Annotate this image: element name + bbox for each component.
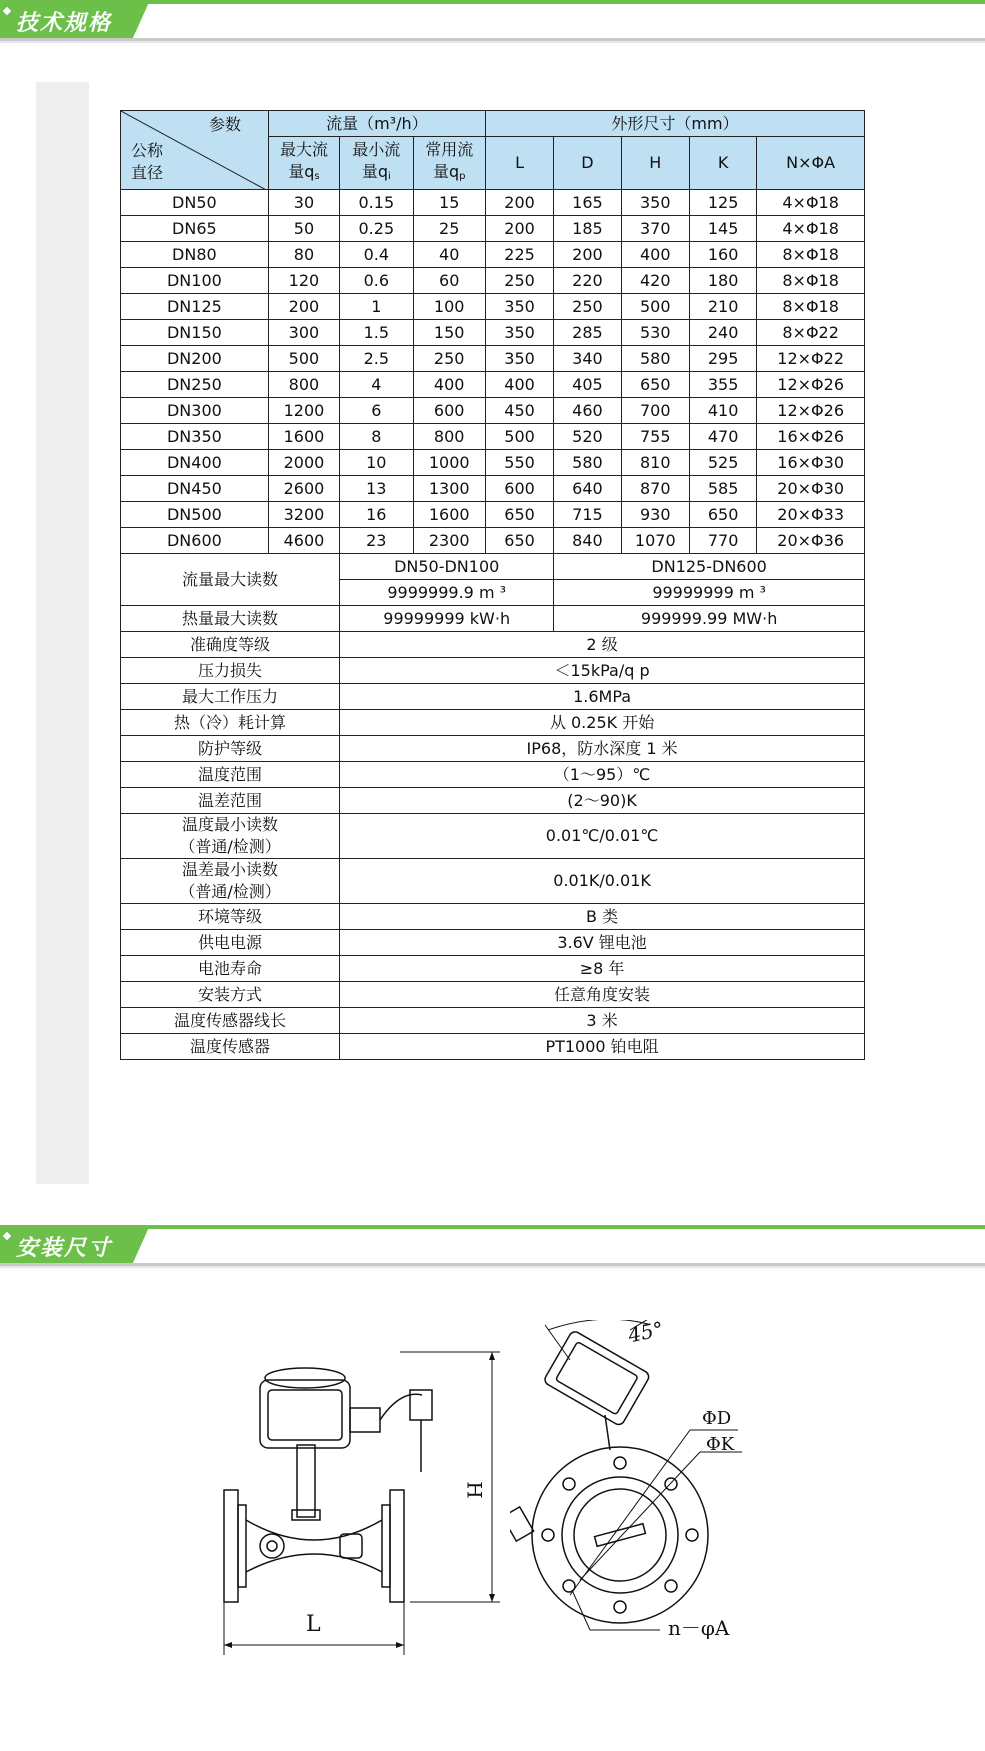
table-cell: 420 — [621, 268, 689, 294]
table-cell: 150 — [413, 320, 485, 346]
spec-row — [121, 1034, 865, 1060]
table-row — [121, 216, 865, 242]
table-cell: 12×Φ26 — [757, 398, 865, 424]
spec-label — [121, 859, 340, 904]
spec-row — [121, 814, 865, 859]
table-cell: 650 — [689, 502, 756, 528]
table-row — [121, 346, 865, 372]
table-cell: 285 — [554, 320, 621, 346]
spec-label-line1: 温差最小读数 — [182, 860, 279, 879]
table-cell: 450 — [485, 398, 553, 424]
table-cell: 200 — [554, 242, 621, 268]
meter-cover — [265, 1368, 345, 1388]
table-cell: 1600 — [268, 424, 339, 450]
table-cell: 4600 — [268, 528, 339, 554]
meter-display — [268, 1390, 342, 1440]
spec-row — [121, 632, 865, 658]
spec-label: 电池寿命 — [121, 956, 340, 982]
table-cell: 60 — [413, 268, 485, 294]
heat-max-val-b: 999999.99 MW·h — [554, 606, 865, 632]
qs-header-line1: 最大流 — [279, 139, 328, 159]
left-flange — [224, 1490, 238, 1602]
table-cell: 755 — [621, 424, 689, 450]
table-cell: 20×Φ30 — [757, 476, 865, 502]
spec-label-line1: 温度最小读数 — [182, 815, 279, 834]
side-probe — [510, 1507, 534, 1541]
table-row — [121, 268, 865, 294]
table-cell: 0.6 — [340, 268, 413, 294]
table-cell: 0.15 — [340, 190, 413, 216]
spec-label-line2: （普通/检测） — [179, 882, 281, 901]
table-cell: 145 — [689, 216, 756, 242]
table-cell: 250 — [485, 268, 553, 294]
table-cell: 400 — [413, 372, 485, 398]
table-cell: DN50 — [121, 190, 269, 216]
table-row — [121, 398, 865, 424]
leader-K — [580, 1452, 700, 1580]
table-cell: 650 — [485, 528, 553, 554]
table-cell: 120 — [268, 268, 339, 294]
table-cell: DN300 — [121, 398, 269, 424]
table-cell: 700 — [621, 398, 689, 424]
label-angle: 45° — [625, 1316, 666, 1348]
table-cell: 100 — [413, 294, 485, 320]
side-view-drawing — [200, 1350, 520, 1660]
table-cell: 550 — [485, 450, 553, 476]
table-cell: 220 — [554, 268, 621, 294]
qs-header — [268, 137, 339, 190]
table-cell: DN500 — [121, 502, 269, 528]
table-cell: DN100 — [121, 268, 269, 294]
D-header: D — [554, 137, 621, 190]
right-flange-neck — [382, 1505, 390, 1587]
table-cell: 355 — [689, 372, 756, 398]
spec-value: 3.6V 锂电池 — [340, 930, 865, 956]
param-label: 参数 — [209, 115, 242, 134]
table-cell: 30 — [268, 190, 339, 216]
table-cell: 4×Φ18 — [757, 216, 865, 242]
table-row — [121, 372, 865, 398]
spec-label: 压力损失 — [121, 658, 340, 684]
spec-label: 供电电源 — [121, 930, 340, 956]
table-cell: 4 — [340, 372, 413, 398]
spec-row — [121, 956, 865, 982]
table-row — [121, 294, 865, 320]
spec-section-header — [0, 0, 985, 40]
table-cell: 600 — [485, 476, 553, 502]
table-cell: 20×Φ33 — [757, 502, 865, 528]
table-cell: 370 — [621, 216, 689, 242]
table-row — [121, 502, 865, 528]
table-cell: 25 — [413, 216, 485, 242]
heat-max-val-a: 99999999 kW·h — [340, 606, 554, 632]
flow-max-val-b: 99999999 m ³ — [554, 580, 865, 606]
table-row — [121, 242, 865, 268]
table-cell: 160 — [689, 242, 756, 268]
table-cell: 23 — [340, 528, 413, 554]
flow-max-label: 流量最大读数 — [121, 554, 340, 606]
qp-sub: p — [459, 170, 466, 182]
table-cell: 2.5 — [340, 346, 413, 372]
spec-row — [121, 859, 865, 904]
table-cell: 6 — [340, 398, 413, 424]
table-cell: 470 — [689, 424, 756, 450]
table-cell: 1070 — [621, 528, 689, 554]
H-header: H — [621, 137, 689, 190]
table-cell: 810 — [621, 450, 689, 476]
spec-value: PT1000 铂电阻 — [340, 1034, 865, 1060]
table-cell: 20×Φ36 — [757, 528, 865, 554]
spec-row — [121, 658, 865, 684]
table-cell: 16×Φ30 — [757, 450, 865, 476]
pipe-fitting — [340, 1534, 362, 1558]
table-cell: 800 — [268, 372, 339, 398]
table-cell: 715 — [554, 502, 621, 528]
spec-value: (2～90)K — [340, 788, 865, 814]
table-cell: 350 — [485, 320, 553, 346]
spec-row — [121, 736, 865, 762]
spec-value: ≥8 年 — [340, 956, 865, 982]
label-L: L — [306, 1612, 321, 1637]
table-cell: 8×Φ18 — [757, 242, 865, 268]
table-cell: 0.25 — [340, 216, 413, 242]
stem-base — [292, 1510, 320, 1520]
spec-row — [121, 684, 865, 710]
table-cell: 600 — [413, 398, 485, 424]
table-cell: 405 — [554, 372, 621, 398]
flow-max-range-b: DN125-DN600 — [554, 554, 865, 580]
nominal-label-2: 直径 — [131, 163, 164, 182]
spec-label: 温差范围 — [121, 788, 340, 814]
table-cell: 350 — [485, 294, 553, 320]
table-row — [121, 450, 865, 476]
table-cell: 125 — [689, 190, 756, 216]
spec-label — [121, 814, 340, 859]
table-cell: 350 — [621, 190, 689, 216]
table-cell: 200 — [268, 294, 339, 320]
right-flange — [390, 1490, 404, 1602]
qs-header-line2 — [269, 161, 339, 188]
table-cell: 240 — [689, 320, 756, 346]
spec-row — [121, 982, 865, 1008]
table-row — [121, 320, 865, 346]
table-cell: 520 — [554, 424, 621, 450]
table-cell: 500 — [621, 294, 689, 320]
table-cell: 300 — [268, 320, 339, 346]
table-cell: 400 — [485, 372, 553, 398]
diamond-icon — [3, 1232, 11, 1240]
qs-text: 量q — [288, 161, 315, 181]
table-cell: 770 — [689, 528, 756, 554]
sensor-boss-inner — [267, 1541, 277, 1551]
spec-label: 热（冷）耗计算 — [121, 710, 340, 736]
spec-row — [121, 1008, 865, 1034]
table-cell: 2600 — [268, 476, 339, 502]
table-cell: 4×Φ18 — [757, 190, 865, 216]
table-cell: 80 — [268, 242, 339, 268]
spec-value: 任意角度安装 — [340, 982, 865, 1008]
table-cell: 2000 — [268, 450, 339, 476]
table-cell: 500 — [485, 424, 553, 450]
table-cell: 16×Φ26 — [757, 424, 865, 450]
spec-row — [121, 788, 865, 814]
spec-label: 温度传感器 — [121, 1034, 340, 1060]
diamond-icon — [3, 7, 11, 15]
spec-value: ＜15kPa/q p — [340, 658, 865, 684]
header-shadow-light — [0, 41, 985, 43]
table-cell: 580 — [554, 450, 621, 476]
qp-header — [413, 137, 485, 190]
table-cell: 12×Φ26 — [757, 372, 865, 398]
table-cell: DN450 — [121, 476, 269, 502]
qi-header-line2 — [340, 161, 412, 188]
spec-table — [120, 110, 865, 1060]
table-cell: 650 — [485, 502, 553, 528]
table-cell: 1200 — [268, 398, 339, 424]
L-header: L — [485, 137, 553, 190]
table-cell: 16 — [340, 502, 413, 528]
sensor-boss — [260, 1534, 284, 1558]
spec-rows — [121, 632, 865, 814]
table-cell: 530 — [621, 320, 689, 346]
table-cell: 525 — [689, 450, 756, 476]
end-view-drawing — [510, 1320, 760, 1650]
spec-value: 3 米 — [340, 1008, 865, 1034]
section-title: 技术规格 — [16, 11, 113, 36]
table-cell: 500 — [268, 346, 339, 372]
spec-row — [121, 930, 865, 956]
spec-value: 从 0.25K 开始 — [340, 710, 865, 736]
label-D: ΦD — [702, 1408, 732, 1429]
table-cell: 1 — [340, 294, 413, 320]
table-row — [121, 190, 865, 216]
table-cell: 340 — [554, 346, 621, 372]
table-cell: 930 — [621, 502, 689, 528]
spec-label: 环境等级 — [121, 904, 340, 930]
table-cell: 225 — [485, 242, 553, 268]
spec-value: IP68，防水深度 1 米 — [340, 736, 865, 762]
dims-group-header: 外形尺寸（mm） — [485, 111, 864, 137]
qi-header-line1: 最小流 — [352, 139, 401, 159]
table-cell: DN65 — [121, 216, 269, 242]
table-cell: DN250 — [121, 372, 269, 398]
header-shadow-light — [0, 1266, 985, 1268]
label-K: ΦK — [706, 1434, 735, 1455]
table-cell: 400 — [621, 242, 689, 268]
spec-label: 防护等级 — [121, 736, 340, 762]
flange-outer — [532, 1447, 708, 1623]
table-row — [121, 424, 865, 450]
spec-value: B 类 — [340, 904, 865, 930]
table-cell: 585 — [689, 476, 756, 502]
flow-max-val-a: 9999999.9 m ³ — [340, 580, 554, 606]
table-cell: 650 — [621, 372, 689, 398]
table-cell: 0.4 — [340, 242, 413, 268]
table-row — [121, 476, 865, 502]
table-cell: 870 — [621, 476, 689, 502]
table-cell: 580 — [621, 346, 689, 372]
table-cell: DN150 — [121, 320, 269, 346]
qp-header-line2 — [414, 161, 485, 188]
table-cell: 200 — [485, 216, 553, 242]
table-cell: 800 — [413, 424, 485, 450]
K-header: K — [689, 137, 756, 190]
leader-D — [570, 1430, 690, 1595]
meter-side-box — [350, 1408, 380, 1432]
label-nA: n－φA — [668, 1616, 730, 1640]
flow-max-range-a: DN50-DN100 — [340, 554, 554, 580]
spec-value: 0.01K/0.01K — [340, 859, 865, 904]
spec-label: 温度范围 — [121, 762, 340, 788]
flow-group-header: 流量（m³/h） — [268, 111, 485, 137]
table-cell: 13 — [340, 476, 413, 502]
section-title: 安装尺寸 — [16, 1236, 113, 1261]
table-cell: 250 — [554, 294, 621, 320]
spec-row — [121, 904, 865, 930]
meter-stem — [297, 1445, 315, 1517]
table-cell: DN400 — [121, 450, 269, 476]
table-cell: 15 — [413, 190, 485, 216]
sensor-cable — [380, 1394, 422, 1420]
table-cell: 10 — [340, 450, 413, 476]
bolt-holes — [542, 1457, 698, 1613]
spec-label: 最大工作压力 — [121, 684, 340, 710]
table-cell: DN125 — [121, 294, 269, 320]
qi-header — [340, 137, 413, 190]
panel-strip — [36, 82, 89, 1184]
table-cell: 1.5 — [340, 320, 413, 346]
table-cell: 350 — [485, 346, 553, 372]
left-flange-neck — [238, 1505, 246, 1587]
spec-label: 温度传感器线长 — [121, 1008, 340, 1034]
table-cell: DN600 — [121, 528, 269, 554]
spec-two-line-rows — [121, 814, 865, 904]
spec-tail-rows — [121, 904, 865, 1060]
spec-label: 准确度等级 — [121, 632, 340, 658]
table-cell: 1000 — [413, 450, 485, 476]
qi-sub: i — [388, 170, 391, 182]
spec-row — [121, 710, 865, 736]
table-cell: 50 — [268, 216, 339, 242]
table-cell: 180 — [689, 268, 756, 294]
table-cell: 8×Φ18 — [757, 294, 865, 320]
spec-row — [121, 762, 865, 788]
heat-max-label: 热量最大读数 — [121, 606, 340, 632]
table-cell: DN80 — [121, 242, 269, 268]
table-cell: 1300 — [413, 476, 485, 502]
table-cell: 40 — [413, 242, 485, 268]
table-cell: 8×Φ22 — [757, 320, 865, 346]
table-cell: 295 — [689, 346, 756, 372]
corner-header — [121, 111, 269, 190]
table-row — [121, 528, 865, 554]
table-cell: 8×Φ18 — [757, 268, 865, 294]
table-cell: 2300 — [413, 528, 485, 554]
table-cell: 840 — [554, 528, 621, 554]
qs-sub: s — [314, 170, 320, 182]
qi-text: 量q — [361, 161, 388, 181]
table-cell: 1600 — [413, 502, 485, 528]
spec-label-line2: （普通/检测） — [179, 837, 281, 856]
spec-value: 2 级 — [340, 632, 865, 658]
table-cell: DN200 — [121, 346, 269, 372]
spec-label: 安装方式 — [121, 982, 340, 1008]
table-cell: 210 — [689, 294, 756, 320]
qp-text: 量q — [432, 161, 460, 181]
table-cell: 250 — [413, 346, 485, 372]
qp-header-line1: 常用流 — [425, 139, 474, 159]
table-cell: 640 — [554, 476, 621, 502]
table-cell: 410 — [689, 398, 756, 424]
install-section-header — [0, 1225, 985, 1265]
table-cell: 460 — [554, 398, 621, 424]
table-cell: 200 — [485, 190, 553, 216]
spec-value: （1～95）℃ — [340, 762, 865, 788]
spec-value: 1.6MPa — [340, 684, 865, 710]
nominal-label-1: 公称 — [131, 141, 164, 160]
NA-header: N×ΦA — [757, 137, 865, 190]
table-cell: 3200 — [268, 502, 339, 528]
table-cell: 8 — [340, 424, 413, 450]
table-cell: 165 — [554, 190, 621, 216]
spec-value: 0.01℃/0.01℃ — [340, 814, 865, 859]
table-cell: 185 — [554, 216, 621, 242]
label-H: H — [462, 1481, 487, 1499]
table-cell: DN350 — [121, 424, 269, 450]
table-cell: 12×Φ22 — [757, 346, 865, 372]
data-rows — [121, 190, 865, 554]
